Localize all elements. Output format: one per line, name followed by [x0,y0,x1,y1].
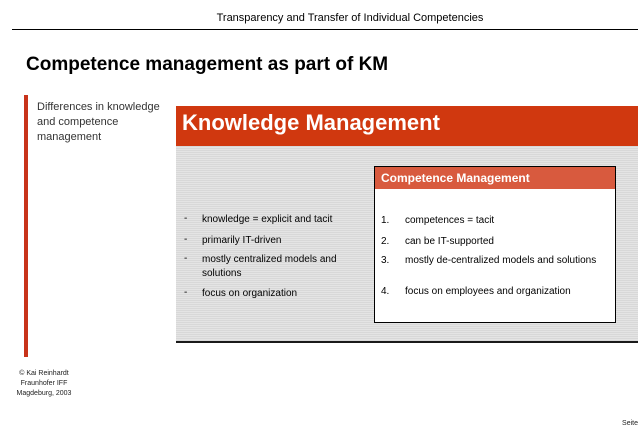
km-bottom-rule [176,341,638,343]
left-caption: Differences in knowledge and competence management [37,101,160,143]
cm-title: Competence Management [381,171,530,185]
header-rule [12,29,638,30]
cm-item-number: 3. [381,255,390,266]
cm-item-text: competences = tacit [405,215,495,226]
footer-copyright-line: © Kai Reinhardt [19,370,69,377]
page-label: Seite [622,420,638,427]
cm-item-text: focus on employees and organization [405,286,571,297]
km-item-text: primarily IT-driven [202,235,282,246]
km-item-marker: - [184,287,188,298]
km-item-text: focus on organization [202,288,298,299]
footer-copyright-line: Magdeburg, 2003 [16,390,72,397]
cm-item-number: 1. [381,215,390,226]
cm-header-band [375,167,615,189]
header-title: Transparency and Transfer of Individual Competencies [216,12,484,24]
cm-item-number: 2. [381,236,390,247]
cm-item-number: 4. [381,286,390,297]
footer-copyright [4,369,84,399]
km-item-text: mostly centralized models and solutions [202,254,337,279]
km-item-text: knowledge = explicit and tacit [202,214,333,225]
km-item-marker: - [184,234,188,245]
left-accent-bar [24,95,28,357]
km-item-marker: - [184,253,188,264]
km-item-marker: - [184,213,188,224]
slide-title: Competence management as part of KM [26,54,389,75]
cm-item-text: can be IT-supported [405,236,494,247]
cm-box [374,166,616,323]
cm-item-text: mostly de-centralized models and solutions [405,255,597,266]
footer-copyright-line: Fraunhofer IFF [20,380,68,387]
km-title: Knowledge Management [182,110,440,135]
